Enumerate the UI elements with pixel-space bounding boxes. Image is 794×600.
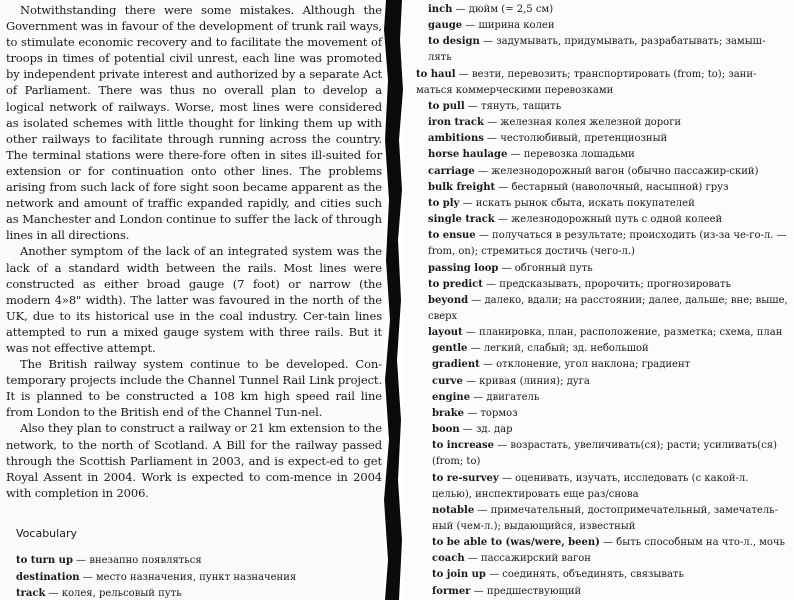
vocabulary-definition: — далеко, вдали; на расстоянии; далее, дальше; вне; выше, сверх xyxy=(428,294,788,322)
vocabulary-term: to haul xyxy=(416,68,456,80)
vocabulary-definition: — искать рынок сбыта, искать покупателей xyxy=(462,197,695,209)
vocabulary-definition: — кривая (линия); дуга xyxy=(466,375,590,387)
vocabulary-entry xyxy=(416,67,788,99)
vocabulary-term: passing loop xyxy=(428,262,499,274)
vocabulary-entry xyxy=(416,357,788,373)
paragraph-2: Another symptom of the lack of an integrated system was the lack of a standard width between the rails. Most lines were constructed as either broad gauge (7 foot) or narrow (the modern 4»8" width). The latter was favoured in the north of the UK, due to its historical use in the coal industry. Cer-tain lines attempted to run a mixed gauge system with three rails. But it was not effective attempt. xyxy=(6,244,382,355)
vocabulary-entry xyxy=(416,212,788,228)
right-vocabulary-list xyxy=(416,2,788,600)
vocabulary-term: destination xyxy=(16,571,80,583)
vocabulary-term: to ply xyxy=(428,197,460,209)
vocabulary-definition: — пассажирский вагон xyxy=(467,553,591,565)
vocabulary-entry xyxy=(416,18,788,34)
vocabulary-definition: — зд. дар xyxy=(462,424,513,436)
paragraph-4: Also they plan to construct a railway or 21 km extension to the network, to the north of Scotland. A Bill for the railway passed through the Scottish Parliament in 2003, and is expect-ed to get Royal Assent in 2004. Work is expected to com-mence in 2004 with completion in 2006. xyxy=(6,421,382,500)
vocabulary-entry xyxy=(416,535,788,551)
torn-page-divider xyxy=(382,0,406,600)
vocabulary-entry xyxy=(416,115,788,131)
vocabulary-term: horse haulage xyxy=(428,149,508,161)
vocabulary-term: notable xyxy=(432,504,475,516)
vocabulary-term: bulk freight xyxy=(428,181,496,193)
vocabulary-definition: — внезапно появляться xyxy=(76,555,202,566)
vocabulary-definition: — легкий, слабый; зд. небольшой xyxy=(470,343,649,355)
article-text xyxy=(6,2,382,501)
vocabulary-entry xyxy=(416,471,788,503)
vocabulary-entry xyxy=(416,99,788,115)
vocabulary-term: brake xyxy=(432,407,465,419)
vocabulary-term: to re-survey xyxy=(432,472,499,484)
vocabulary-definition: — железная колея железной дороги xyxy=(487,117,682,129)
vocabulary-entry xyxy=(416,341,788,357)
vocabulary-entry xyxy=(416,277,788,293)
vocabulary-entry xyxy=(416,325,788,341)
vocabulary-entry xyxy=(416,228,788,260)
vocabulary-entry xyxy=(416,147,788,163)
paragraph-1: Notwithstanding there were some mistakes. Although the Government was in favour of the development of trunk rail ways, to stimulate economic recovery and to facilitate the movement of troops in times of potential civil unrest, each line was promoted by independent private interest and authorized by a separate Act of Parliament. There was thus no overall plan to develop a logical network of railways. Worse, most lines were considered as isolated schemes with little thought for linking them up with other railways to facilitate through running across the country. The terminal stations were there-fore often in sites ill-suited for extension or for continuation onto other lines. The problems arising from such lack of fore sight soon became apparent as the network and amount of traffic expanded rapidly, and cities such as Manchester and London continue to suffer the lack of through lines in all directions. xyxy=(6,3,382,243)
vocabulary-entry xyxy=(416,422,788,438)
vocabulary-definition: — честолюбивый, претенциозный xyxy=(487,133,668,145)
vocabulary-definition: — обгонный путь xyxy=(501,262,593,274)
vocabulary-definition: — отклонение, угол наклона; градиент xyxy=(482,359,691,371)
right-page xyxy=(404,0,794,600)
vocabulary-definition: — оценивать, изучать, исследовать (с какой-л. целью), инспектировать еще раз/снова xyxy=(432,472,749,500)
left-page xyxy=(0,0,384,600)
vocabulary-entry xyxy=(416,567,788,583)
vocabulary-term: layout xyxy=(428,327,463,339)
vocabulary-entry xyxy=(416,261,788,277)
paragraph-3: The British railway system continue to be developed. Con-temporary projects include the Channel Tunnel Rail Link project. It is planned to be constructed a 108 km high speed rail line from London to the British end of the Channel Tun-nel. xyxy=(6,357,382,420)
vocabulary-definition: — возрастать, увеличивать(ся); расти; усиливать(ся) (from; to) xyxy=(432,440,778,468)
vocabulary-entry xyxy=(416,34,788,66)
vocabulary-entry xyxy=(416,180,788,196)
vocabulary-heading: Vocabulary xyxy=(16,527,77,540)
vocabulary-entry xyxy=(416,2,788,18)
vocabulary-term: boon xyxy=(432,424,460,436)
vocabulary-term: to pull xyxy=(428,100,465,112)
vocabulary-definition: — тормоз xyxy=(467,407,518,419)
vocabulary-entry xyxy=(16,586,378,600)
vocabulary-definition: — бестарный (наволочный, насыпной) груз xyxy=(498,181,729,193)
vocabulary-entry xyxy=(416,390,788,406)
vocabulary-term: gentle xyxy=(432,343,468,355)
vocabulary-term: iron track xyxy=(428,117,484,129)
vocabulary-entry xyxy=(416,503,788,535)
vocabulary-entry xyxy=(416,293,788,325)
vocabulary-term: ambitions xyxy=(428,133,484,145)
vocabulary-term: gauge xyxy=(428,20,463,32)
vocabulary-entry xyxy=(416,438,788,470)
vocabulary-definition: — быть способным на что-л., мочь xyxy=(603,537,785,549)
vocabulary-term: single track xyxy=(428,214,495,226)
vocabulary-definition: — предшествующий xyxy=(473,585,582,597)
vocabulary-entry xyxy=(416,196,788,212)
vocabulary-entry xyxy=(416,406,788,422)
vocabulary-definition: — колея, рельсовый путь xyxy=(48,588,182,599)
vocabulary-entry xyxy=(16,553,378,570)
vocabulary-entry xyxy=(416,131,788,147)
vocabulary-term: track xyxy=(16,588,46,599)
vocabulary-definition: — дюйм (= 2,5 см) xyxy=(455,4,554,15)
vocabulary-entry xyxy=(416,164,788,180)
vocabulary-definition: — место назначения, пункт назначения xyxy=(82,571,297,583)
vocabulary-term: carriage xyxy=(428,165,475,177)
vocabulary-term: inch xyxy=(428,4,453,15)
left-vocabulary-list xyxy=(16,553,378,600)
vocabulary-term: beyond xyxy=(428,294,469,306)
vocabulary-term: to turn up xyxy=(16,555,73,566)
vocabulary-definition: — предсказывать, пророчить; прогнозировать xyxy=(486,278,731,290)
vocabulary-term: to increase xyxy=(432,440,495,452)
vocabulary-definition: — везти, перевозить; транспортировать (from; to); зани-маться коммерческими перевозками xyxy=(416,68,757,96)
vocabulary-definition: — железнодорожный вагон (обычно пассажир-ский) xyxy=(477,165,759,177)
vocabulary-term: to be able to (was/were, been) xyxy=(432,537,600,549)
vocabulary-term: to join up xyxy=(432,569,486,581)
vocabulary-term: to ensue xyxy=(428,230,476,242)
vocabulary-definition: — железнодорожный путь с одной колеей xyxy=(497,214,723,226)
vocabulary-entry xyxy=(16,570,378,587)
vocabulary-definition: — ширина колеи xyxy=(465,20,555,32)
vocabulary-definition: — перевозка лошадьми xyxy=(510,149,635,161)
vocabulary-term: coach xyxy=(432,553,465,565)
vocabulary-term: to predict xyxy=(428,278,483,290)
vocabulary-term: to design xyxy=(428,36,480,48)
vocabulary-definition: — примечательный, достопримечательный, замечатель-ный (чем-л.); выдающийся, известный xyxy=(432,504,779,532)
vocabulary-definition: — соединять, объединять, связывать xyxy=(489,569,684,581)
vocabulary-entry xyxy=(416,551,788,567)
vocabulary-term: gradient xyxy=(432,359,480,371)
vocabulary-entry xyxy=(416,374,788,390)
vocabulary-definition: — двигатель xyxy=(473,391,540,403)
vocabulary-term: former xyxy=(432,585,471,597)
vocabulary-entry xyxy=(416,584,788,600)
vocabulary-term: engine xyxy=(432,391,471,403)
vocabulary-term: curve xyxy=(432,375,463,387)
vocabulary-definition: — задумывать, придумывать, разрабатывать; замыш-лять xyxy=(428,36,766,64)
vocabulary-definition: — планировка, план, расположение, разметка; схема, план xyxy=(465,327,783,339)
vocabulary-definition: — тянуть, тащить xyxy=(467,100,562,112)
vocabulary-definition: — получаться в результате; происходить (из-за че-го-л. — from, on); стремиться достичь (чего-л.) xyxy=(428,230,787,258)
